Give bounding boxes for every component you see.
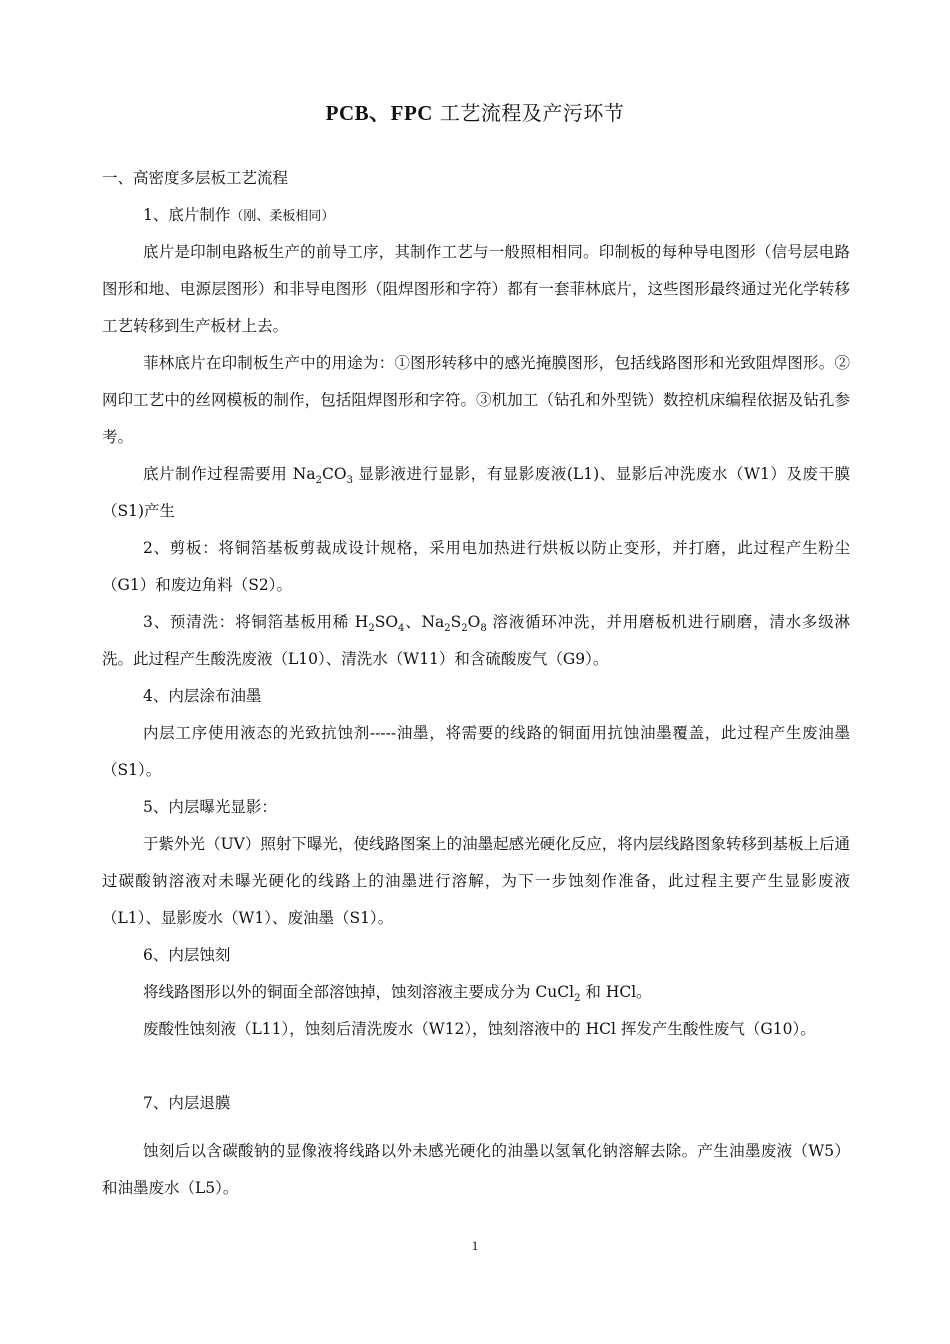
paragraph-exposure: 于紫外光（UV）照射下曝光，使线路图案上的油墨起感光硬化反应，将内层线路图象转移到基板上后通过碳酸钠溶液对未曝光硬化的线路上的油墨进行溶解，为下一步蚀刻作准备，此过程主要产生显影废液（L1）、显影废水（W1）、废油墨（S1）。 — [102, 835, 850, 927]
p3-sub-1: 2 — [315, 475, 322, 486]
paragraph-film-usage: 菲林底片在印制板生产中的用途为：①图形转移中的感光掩膜图形，包括线路图形和光致阻焊图形。②网印工艺中的丝网模板的制作，包括阻焊图形和字符。③机加工（钻孔和外型铣）数控机床编程依据及钻孔参考。 — [102, 354, 850, 446]
step3-text-b: SO — [374, 613, 399, 631]
p3-sub-2: 3 — [346, 475, 353, 486]
step3-sub-1: 2 — [368, 623, 375, 634]
step-7-heading: 7、内层退膜 — [143, 1094, 231, 1112]
document-title — [0, 98, 950, 128]
p6-text-b: 和 HCl。 — [580, 983, 652, 1001]
step3-sub-4: 2 — [461, 623, 468, 634]
step3-sub-2: 4 — [398, 623, 405, 634]
title-bold: PCB、FPC — [325, 101, 433, 125]
step-5-heading: 5、内层曝光显影： — [143, 798, 277, 816]
paragraph-etch-solution — [102, 974, 850, 1011]
step-2-paragraph: 2、剪板：将铜箔基板剪裁成设计规格，采用电加热进行烘板以防止变形，并打磨，此过程产生粉尘（G1）和废边角料（S2）。 — [102, 539, 850, 594]
step-1-heading — [102, 197, 850, 235]
p3-text-a: 底片制作过程需要用 Na — [143, 465, 316, 483]
paragraph-strip: 蚀刻后以含碳酸钠的显像液将线路以外未感光硬化的油墨以氢氧化钠溶解去除。产生油墨废液（W5）和油墨废水（L5）。 — [102, 1142, 850, 1197]
p6-text-a: 将线路图形以外的铜面全部溶蚀掉，蚀刻溶液主要成分为 CuCl — [143, 983, 575, 1001]
step3-text-d: S — [450, 613, 462, 631]
step3-text-e: O — [467, 613, 481, 631]
page-number: 1 — [471, 1238, 479, 1253]
step-6-heading: 6、内层蚀刻 — [143, 946, 231, 964]
paragraph-film-process — [102, 456, 850, 530]
step3-sub-3: 2 — [444, 623, 451, 634]
step-1-title: 1、底片制作 — [143, 206, 231, 224]
step-4-heading: 4、内层涂布油墨 — [143, 687, 262, 705]
section-heading: 一、高密度多层板工艺流程 — [102, 169, 289, 187]
paragraph-film-intro: 底片是印制电路板生产的前导工序，其制作工艺与一般照相相同。印制板的每种导电图形（信号层电路图形和地、电源层图形）和非导电图形（阻焊图形和字符）都有一套菲林底片，这些图形最终通过光化学转移工艺转移到生产板材上去。 — [102, 243, 850, 335]
paragraph-ink: 内层工序使用液态的光致抗蚀剂-----油墨，将需要的线路的铜面用抗蚀油墨覆盖，此过程产生废油墨（S1）。 — [102, 724, 850, 779]
step3-text-c: 、Na — [404, 613, 445, 631]
p3-text-c: 显影液进行显影，有显影废液(L1)、显影后冲洗废水（W1）及废干膜（S1)产生 — [102, 465, 850, 520]
title-rest: 工艺流程及产污环节 — [432, 101, 625, 125]
p3-text-b: CO — [321, 465, 347, 483]
step-3-paragraph — [102, 604, 850, 678]
p6-sub: 2 — [574, 993, 581, 1004]
step3-sub-5: 8 — [480, 623, 487, 634]
step-1-note: （刚、柔板相同） — [230, 209, 335, 224]
step3-text-f: 溶液循环冲洗，并用磨板机进行刷磨，清水多级淋洗。此过程产生酸洗废液（L10）、清洗水（W11）和含硫酸废气（G9）。 — [102, 613, 850, 668]
step3-text-a: 3、预清洗：将铜箔基板用稀 H — [143, 613, 369, 631]
paragraph-etch-waste: 废酸性蚀刻液（L11），蚀刻后清洗废水（W12），蚀刻溶液中的 HCl 挥发产生酸性废气（G10）。 — [143, 1020, 816, 1038]
